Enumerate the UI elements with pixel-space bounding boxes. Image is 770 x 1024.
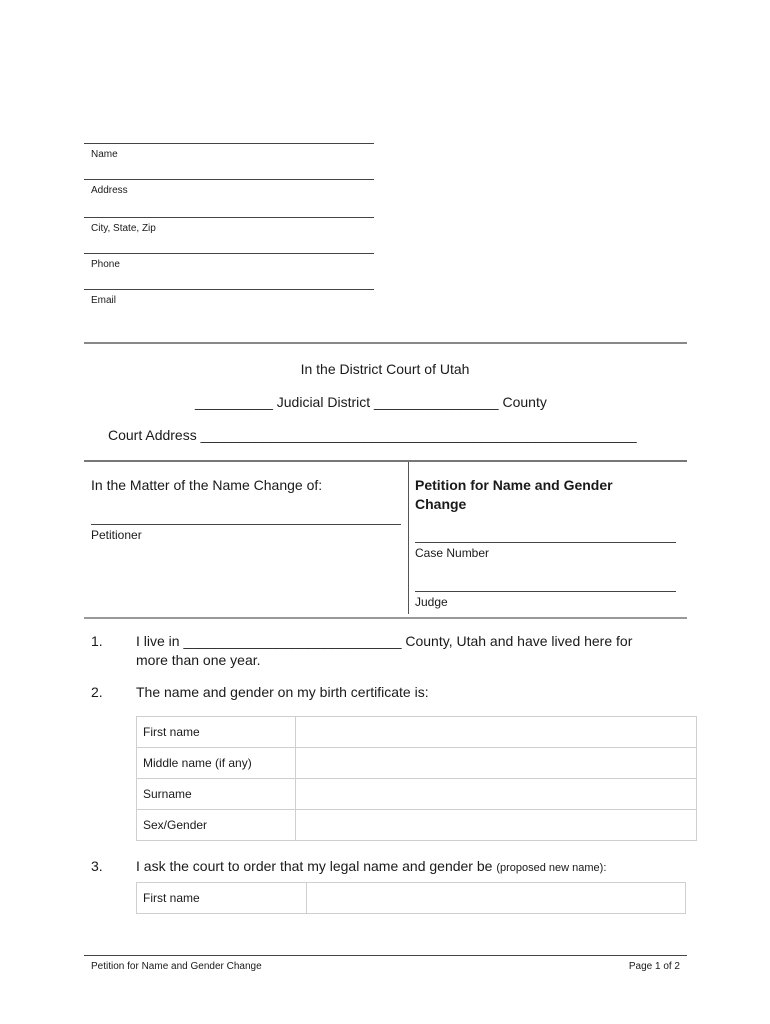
judge-line[interactable] — [415, 591, 676, 592]
phone-line — [84, 253, 374, 254]
item1-prefix: I live in — [136, 633, 180, 649]
item1-line2: more than one year. — [136, 652, 261, 668]
city-state-zip-line — [84, 217, 374, 218]
item3-text: I ask the court to order that my legal name and gender be — [136, 858, 493, 874]
item1-text — [136, 633, 632, 649]
city-state-zip-label: City, State, Zip — [91, 223, 156, 234]
phone-field[interactable] — [84, 253, 374, 270]
email-field[interactable] — [84, 289, 374, 306]
new-name-table — [136, 882, 686, 914]
judge-label: Judge — [415, 595, 448, 609]
row-label: First name — [137, 883, 307, 914]
surname-input[interactable] — [296, 779, 697, 810]
footer-rule — [84, 955, 687, 956]
sex-gender-input[interactable] — [296, 810, 697, 841]
item3-text-line — [136, 858, 606, 874]
case-number-line[interactable] — [415, 542, 676, 543]
row-label: Sex/Gender — [137, 810, 296, 841]
judicial-district-label: Judicial District — [276, 394, 371, 410]
row-label: First name — [137, 717, 296, 748]
petitioner-label: Petitioner — [91, 528, 142, 542]
birth-certificate-table — [136, 716, 697, 841]
email-label: Email — [91, 295, 117, 306]
name-line — [84, 143, 374, 144]
item2-text: The name and gender on my birth certificate is: — [136, 684, 429, 700]
petitioner-line[interactable] — [91, 524, 401, 525]
case-number-label: Case Number — [415, 546, 490, 560]
petition-title: Petition for Name and Gender Change — [415, 477, 613, 512]
matter-label: In the Matter of the Name Change of: — [91, 477, 323, 493]
table-row — [137, 779, 697, 810]
row-label: Middle name (if any) — [137, 748, 296, 779]
county-label: County — [502, 394, 547, 410]
county-blank[interactable]: ________________ — [374, 394, 499, 410]
name-field[interactable] — [84, 143, 374, 160]
address-field[interactable] — [84, 179, 374, 196]
item1-suffix: County, Utah and have lived here for — [405, 633, 633, 649]
section-divider — [84, 342, 687, 344]
item1-number: 1. — [91, 633, 103, 649]
item2-number: 2. — [91, 684, 103, 700]
court-address-blank[interactable]: ________________________________________________________ — [200, 427, 637, 443]
table-row — [137, 717, 697, 748]
court-address-label: Court Address — [108, 427, 197, 443]
address-line — [84, 179, 374, 180]
row-label: Surname — [137, 779, 296, 810]
new-first-name-input[interactable] — [307, 883, 686, 914]
district-line — [195, 394, 547, 410]
item1-county-blank[interactable]: ____________________________ — [183, 633, 402, 649]
footer-title: Petition for Name and Gender Change — [91, 961, 262, 972]
phone-label: Phone — [91, 259, 120, 270]
address-label: Address — [91, 185, 128, 196]
item3-note: (proposed new name): — [496, 862, 607, 874]
district-blank[interactable]: __________ — [195, 394, 273, 410]
court-address-line — [108, 427, 637, 443]
middle-name-input[interactable] — [296, 748, 697, 779]
page-number: Page 1 of 2 — [628, 961, 680, 972]
table-row — [137, 748, 697, 779]
table-row — [137, 810, 697, 841]
name-label: Name — [91, 149, 118, 160]
first-name-input[interactable] — [296, 717, 697, 748]
item3-number: 3. — [91, 858, 103, 874]
city-state-zip-field[interactable] — [84, 217, 374, 234]
court-title: In the District Court of Utah — [300, 361, 470, 377]
caption-divider — [408, 462, 409, 614]
table-row — [137, 883, 686, 914]
email-line — [84, 289, 374, 290]
